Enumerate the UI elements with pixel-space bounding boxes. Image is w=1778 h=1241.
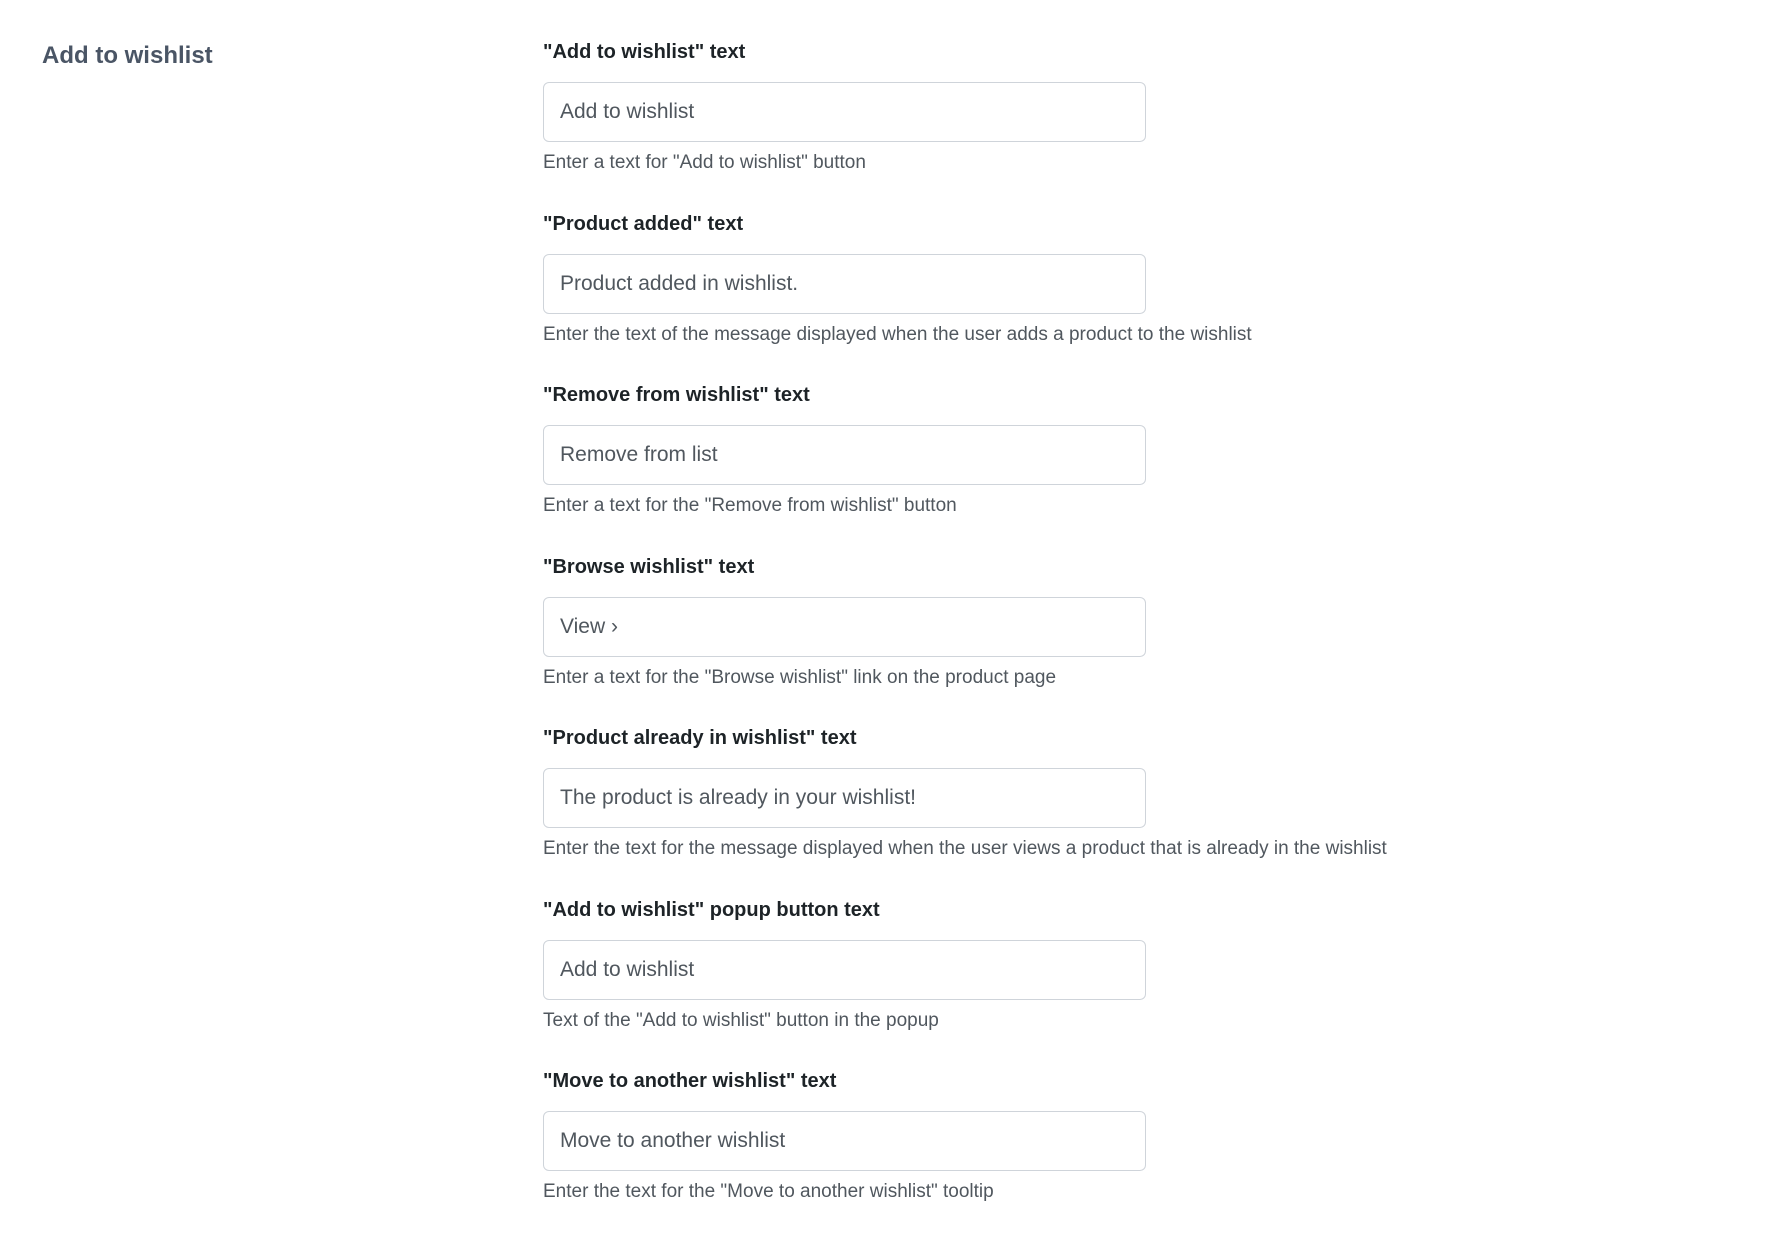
field-help-text: Enter the text of the message displayed when the user adds a product to the wishlist <box>543 323 1252 345</box>
field-label: "Add to wishlist" text <box>543 41 746 63</box>
field-help-text: Enter the text for the "Move to another wishlist" tooltip <box>543 1181 994 1202</box>
field-remove-from-wishlist-text <box>543 383 1743 555</box>
field-help-text: Enter a text for "Add to wishlist" button <box>543 152 866 173</box>
field-label: "Product already in wishlist" text <box>543 727 857 749</box>
field-add-to-wishlist-text <box>543 40 1743 212</box>
field-product-already-in-wishlist-text <box>543 726 1743 898</box>
browse-wishlist-text-input[interactable] <box>543 597 1146 657</box>
field-label: "Remove from wishlist" text <box>543 384 810 406</box>
field-help-text: Text of the "Add to wishlist" button in the popup <box>543 1009 939 1031</box>
field-popup-button-text <box>543 898 1743 1070</box>
field-label: "Browse wishlist" text <box>543 555 755 578</box>
popup-button-text-input[interactable] <box>543 940 1146 1000</box>
field-help-text: Enter a text for the "Remove from wishlist" button <box>543 495 957 516</box>
add-to-wishlist-text-input[interactable] <box>543 82 1146 142</box>
remove-from-wishlist-text-input[interactable] <box>543 425 1146 485</box>
field-label: "Add to wishlist" popup button text <box>543 898 880 921</box>
field-help-text: Enter a text for the "Browse wishlist" link on the product page <box>543 666 1057 688</box>
section-title: Add to wishlist <box>42 42 213 69</box>
field-label: "Product added" text <box>543 212 744 235</box>
product-already-in-wishlist-text-input[interactable] <box>543 768 1146 828</box>
product-added-text-input[interactable] <box>543 254 1146 314</box>
move-to-another-wishlist-text-input[interactable] <box>543 1111 1146 1171</box>
field-help-text: Enter the text for the message displayed when the user views a product that is already in the wishlist <box>543 838 1387 859</box>
field-product-added-text <box>543 212 1743 384</box>
settings-fields <box>543 40 1743 1241</box>
field-browse-wishlist-text <box>543 555 1743 727</box>
field-move-to-another-wishlist-text <box>543 1069 1743 1241</box>
field-label: "Move to another wishlist" text <box>543 1070 837 1092</box>
